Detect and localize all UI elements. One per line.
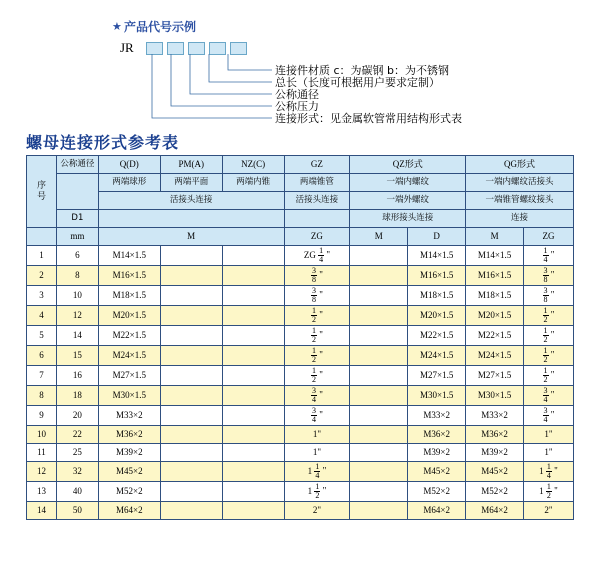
header-dn-blank	[56, 174, 98, 210]
cell-nz	[222, 444, 284, 462]
table-row	[27, 502, 574, 520]
cell-pm	[160, 346, 222, 366]
cell-qg-zg: $\frac{3}{8}$ "	[524, 266, 574, 286]
header-group-code-5: QG形式	[466, 156, 574, 174]
cell-dn: 14	[56, 326, 98, 346]
cell-nz	[222, 306, 284, 326]
cell-pm	[160, 326, 222, 346]
cell-q: M64×2	[98, 502, 160, 520]
cell-pm	[160, 444, 222, 462]
cell-q: M14×1.5	[98, 246, 160, 266]
cell-qz-d: M30×1.5	[408, 386, 466, 406]
callout-length: 总长（长度可根据用户要求定制）	[275, 76, 440, 89]
cell-seq: 7	[27, 366, 57, 386]
header-group-code-2: NZ(C)	[222, 156, 284, 174]
callout-pressure: 公称压力	[275, 100, 319, 113]
cell-seq: 4	[27, 306, 57, 326]
diagram-prefix: JR	[120, 40, 134, 55]
cell-qz-d: M27×1.5	[408, 366, 466, 386]
header-unit-m: M	[98, 228, 284, 246]
cell-qg-m: M16×1.5	[466, 266, 524, 286]
cell-qg-m: M14×1.5	[466, 246, 524, 266]
header-blank-mid	[98, 210, 284, 228]
header-seq-blank	[27, 228, 57, 246]
cell-qg-zg: $\frac{3}{8}$ "	[524, 286, 574, 306]
cell-qz-m	[350, 406, 408, 426]
cell-dn: 25	[56, 444, 98, 462]
cell-gz: $\frac{3}{8}$ "	[284, 286, 350, 306]
cell-gz: $\frac{1}{2}$ "	[284, 346, 350, 366]
cell-qg-zg: 2"	[524, 502, 574, 520]
cell-qz-d: M24×1.5	[408, 346, 466, 366]
cell-seq: 3	[27, 286, 57, 306]
header-group-code-3: GZ	[284, 156, 350, 174]
header-unit-qg-m: M	[466, 228, 524, 246]
cell-q: M27×1.5	[98, 366, 160, 386]
cell-qz-m	[350, 462, 408, 482]
cell-q: M52×2	[98, 482, 160, 502]
cell-dn: 40	[56, 482, 98, 502]
cell-gz: $\frac{3}{4}$ "	[284, 406, 350, 426]
header-unit-qz-d: D	[408, 228, 466, 246]
cell-qg-m: M20×1.5	[466, 306, 524, 326]
cell-qz-m	[350, 502, 408, 520]
header-dn: 公称通径	[56, 156, 98, 174]
callout-material: 连接件材质 c：为碳钢 b：为不锈钢	[275, 64, 450, 77]
cell-qg-zg: $\frac{3}{4}$ "	[524, 386, 574, 406]
cell-nz	[222, 462, 284, 482]
header-group-desc2-5: 一端锥管螺纹接头	[466, 192, 574, 210]
cell-qz-d: M64×2	[408, 502, 466, 520]
table-row	[27, 286, 574, 306]
cell-qg-m: M33×2	[466, 406, 524, 426]
cell-gz: 1"	[284, 426, 350, 444]
cell-dn: 18	[56, 386, 98, 406]
cell-qz-m	[350, 366, 408, 386]
header-d1: D1	[56, 210, 98, 228]
cell-pm	[160, 366, 222, 386]
table-row	[27, 482, 574, 502]
cell-qz-m	[350, 266, 408, 286]
table-row	[27, 386, 574, 406]
header-group-desc-3: 两端锥管	[284, 174, 350, 192]
cell-seq: 6	[27, 346, 57, 366]
header-group-sub-0: 活接头连接	[98, 192, 284, 210]
cell-qz-m	[350, 246, 408, 266]
cell-gz: 1"	[284, 444, 350, 462]
cell-qg-zg: $\frac{1}{2}$ "	[524, 306, 574, 326]
table-row	[27, 426, 574, 444]
cell-pm	[160, 286, 222, 306]
cell-pm	[160, 386, 222, 406]
header-group-code-4: QZ形式	[350, 156, 466, 174]
cell-q: M36×2	[98, 426, 160, 444]
cell-qz-d: M33×2	[408, 406, 466, 426]
cell-qg-m: M39×2	[466, 444, 524, 462]
cell-dn: 15	[56, 346, 98, 366]
cell-pm	[160, 426, 222, 444]
cell-dn: 32	[56, 462, 98, 482]
cell-qg-zg: $\frac{3}{4}$ "	[524, 406, 574, 426]
cell-q: M20×1.5	[98, 306, 160, 326]
cell-seq: 10	[27, 426, 57, 444]
star-icon: ★	[112, 21, 122, 33]
cell-q: M18×1.5	[98, 286, 160, 306]
cell-qz-d: M45×2	[408, 462, 466, 482]
cell-seq: 5	[27, 326, 57, 346]
header-unit-qz-m: M	[350, 228, 408, 246]
cell-gz: $\frac{1}{2}$ "	[284, 326, 350, 346]
cell-qg-zg: $\frac{1}{2}$ "	[524, 346, 574, 366]
cell-qz-d: M16×1.5	[408, 266, 466, 286]
table-row	[27, 326, 574, 346]
header-group-sub-5: 连接	[466, 210, 574, 228]
cell-q: M16×1.5	[98, 266, 160, 286]
header-group-sub-4: 球形接头连接	[350, 210, 466, 228]
cell-dn: 20	[56, 406, 98, 426]
cell-gz: $\frac{1}{2}$ "	[284, 366, 350, 386]
cell-q: M30×1.5	[98, 386, 160, 406]
cell-dn: 8	[56, 266, 98, 286]
cell-qg-m: M64×2	[466, 502, 524, 520]
cell-qz-d: M14×1.5	[408, 246, 466, 266]
cell-dn: 10	[56, 286, 98, 306]
cell-qz-d: M22×1.5	[408, 326, 466, 346]
cell-seq: 12	[27, 462, 57, 482]
cell-qz-d: M52×2	[408, 482, 466, 502]
header-blank-gz	[284, 210, 350, 228]
cell-pm	[160, 462, 222, 482]
cell-qg-m: M24×1.5	[466, 346, 524, 366]
cell-qz-d: M20×1.5	[408, 306, 466, 326]
header-group-desc-0: 两端球形	[98, 174, 160, 192]
diagram-title: 产品代号示例	[124, 20, 197, 34]
header-group-code-0: Q(D)	[98, 156, 160, 174]
cell-qz-m	[350, 306, 408, 326]
cell-qg-zg: 1 $\frac{1}{4}$ "	[524, 462, 574, 482]
cell-qz-m	[350, 286, 408, 306]
header-unit-qg-zg: ZG	[524, 228, 574, 246]
cell-q: M39×2	[98, 444, 160, 462]
product-code-diagram	[0, 0, 600, 128]
header-group-desc-2: 两端内锥	[222, 174, 284, 192]
cell-qg-m: M22×1.5	[466, 326, 524, 346]
cell-qg-zg: $\frac{1}{4}$ "	[524, 246, 574, 266]
cell-dn: 50	[56, 502, 98, 520]
header-group-desc-5: 一端内螺纹活接头	[466, 174, 574, 192]
cell-qg-zg: 1"	[524, 444, 574, 462]
cell-nz	[222, 366, 284, 386]
cell-nz	[222, 266, 284, 286]
cell-seq: 11	[27, 444, 57, 462]
cell-gz: 2"	[284, 502, 350, 520]
cell-nz	[222, 426, 284, 444]
cell-qz-m	[350, 482, 408, 502]
table-row	[27, 444, 574, 462]
cell-pm	[160, 266, 222, 286]
header-group-desc-1: 两端平面	[160, 174, 222, 192]
cell-qz-d: M36×2	[408, 426, 466, 444]
table-row	[27, 306, 574, 326]
header-group-code-1: PM(A)	[160, 156, 222, 174]
cell-nz	[222, 246, 284, 266]
cell-qg-m: M18×1.5	[466, 286, 524, 306]
cell-dn: 12	[56, 306, 98, 326]
table-row	[27, 346, 574, 366]
cell-qz-d: M18×1.5	[408, 286, 466, 306]
cell-qg-m: M36×2	[466, 426, 524, 444]
cell-pm	[160, 246, 222, 266]
cell-dn: 22	[56, 426, 98, 444]
cell-q: M45×2	[98, 462, 160, 482]
cell-dn: 6	[56, 246, 98, 266]
callout-connection: 连接形式：见金属软管常用结构形式表	[275, 112, 462, 125]
cell-seq: 14	[27, 502, 57, 520]
header-group-sub-3: 活接头连接	[284, 192, 350, 210]
cell-gz: ZG $\frac{1}{4}$ "	[284, 246, 350, 266]
cell-pm	[160, 502, 222, 520]
cell-qg-m: M30×1.5	[466, 386, 524, 406]
cell-q: M24×1.5	[98, 346, 160, 366]
cell-nz	[222, 482, 284, 502]
cell-qg-zg: 1 $\frac{1}{2}$ "	[524, 482, 574, 502]
cell-pm	[160, 306, 222, 326]
cell-nz	[222, 286, 284, 306]
cell-qz-m	[350, 426, 408, 444]
cell-nz	[222, 346, 284, 366]
header-group-desc2-4: 一端外螺纹	[350, 192, 466, 210]
cell-qz-m	[350, 326, 408, 346]
cell-qz-m	[350, 444, 408, 462]
cell-seq: 13	[27, 482, 57, 502]
header-seq: 序 号	[27, 156, 57, 228]
cell-qg-zg: 1"	[524, 426, 574, 444]
nut-connection-table	[26, 155, 574, 520]
cell-gz: 1 $\frac{1}{4}$ "	[284, 462, 350, 482]
table-row	[27, 246, 574, 266]
cell-qz-m	[350, 346, 408, 366]
cell-qg-zg: $\frac{1}{2}$ "	[524, 326, 574, 346]
cell-pm	[160, 406, 222, 426]
cell-qg-m: M52×2	[466, 482, 524, 502]
cell-q: M22×1.5	[98, 326, 160, 346]
table-row	[27, 266, 574, 286]
cell-qg-m: M45×2	[466, 462, 524, 482]
section-title: 螺母连接形式参考表	[26, 133, 180, 152]
table-row	[27, 462, 574, 482]
cell-pm	[160, 482, 222, 502]
cell-gz: $\frac{3}{4}$ "	[284, 386, 350, 406]
cell-q: M33×2	[98, 406, 160, 426]
cell-seq: 2	[27, 266, 57, 286]
header-group-desc-4: 一端内螺纹	[350, 174, 466, 192]
cell-seq: 1	[27, 246, 57, 266]
cell-nz	[222, 406, 284, 426]
cell-nz	[222, 502, 284, 520]
cell-gz: $\frac{3}{8}$ "	[284, 266, 350, 286]
cell-seq: 8	[27, 386, 57, 406]
cell-gz: 1 $\frac{1}{2}$ "	[284, 482, 350, 502]
cell-qg-zg: $\frac{1}{2}$ "	[524, 366, 574, 386]
callout-dn: 公称通径	[275, 88, 319, 101]
table-body	[27, 246, 574, 520]
cell-qg-m: M27×1.5	[466, 366, 524, 386]
table-row	[27, 406, 574, 426]
cell-dn: 16	[56, 366, 98, 386]
cell-nz	[222, 326, 284, 346]
cell-seq: 9	[27, 406, 57, 426]
cell-qz-m	[350, 386, 408, 406]
cell-nz	[222, 386, 284, 406]
cell-qz-d: M39×2	[408, 444, 466, 462]
cell-gz: $\frac{1}{2}$ "	[284, 306, 350, 326]
header-mm: mm	[56, 228, 98, 246]
header-unit-zg: ZG	[284, 228, 350, 246]
table-row	[27, 366, 574, 386]
